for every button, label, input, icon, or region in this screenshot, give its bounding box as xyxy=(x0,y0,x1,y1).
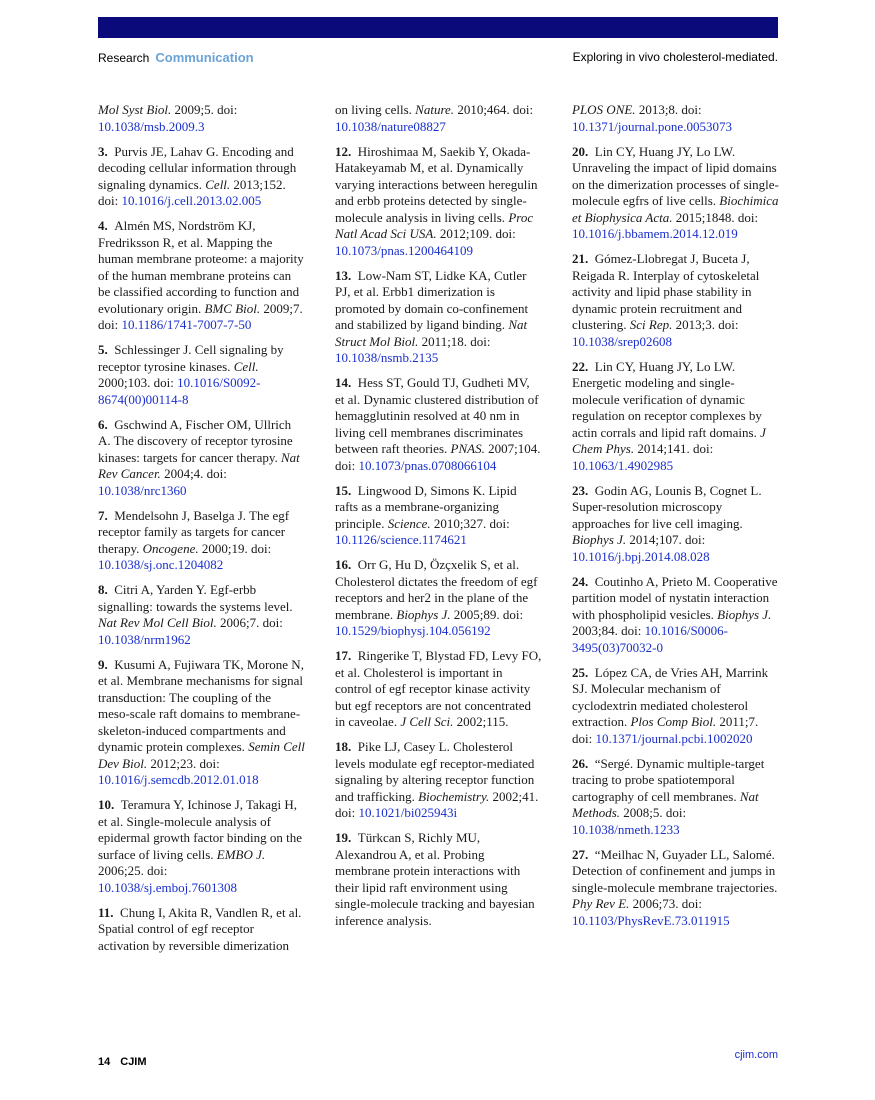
reference-text: Pike LJ, Casey L. Cholesterol levels modulate egf receptor-mediated signaling by altering receptor function and trafficking. xyxy=(335,739,535,804)
reference-publication-info: 2011;7. doi: xyxy=(572,714,759,746)
reference-journal: Semin Cell Dev Biol. xyxy=(98,739,305,771)
reference-entry xyxy=(572,144,779,243)
reference-journal: J Cell Sci. xyxy=(400,714,454,729)
reference-entry xyxy=(335,648,542,731)
footer-page-info xyxy=(98,1056,147,1068)
reference-text: Purvis JE, Lahav G. Encoding and decoding cellular information through signaling dynamics. xyxy=(98,143,297,192)
reference-publication-info: 2015;1848. doi: xyxy=(672,209,759,225)
doi-link[interactable]: 10.1371/journal.pcbi.1002020 xyxy=(595,730,753,746)
doi-link[interactable]: 10.1016/S0006-3495(03)70032-0 xyxy=(572,623,729,655)
reference-number: 24. xyxy=(572,573,589,589)
reference-number: 15. xyxy=(335,482,352,498)
reference-entry xyxy=(572,251,779,350)
reference-entry xyxy=(335,557,542,640)
reference-text: Türkcan S, Richly MU, Alexandrou A, et al. Probing membrane protein interactions with their lipid raft environment using single-molecule tracking and bayesian inference analysis. xyxy=(335,830,535,928)
reference-text: Ringerike T, Blystad FD, Levy FO, et al. Cholesterol is important in control of egf receptor kinase activity but egf receptors are not concentrated in caveolae. xyxy=(335,648,542,729)
doi-link[interactable]: 10.1016/j.bpj.2014.08.028 xyxy=(572,548,710,564)
reference-publication-info: 2007;104. doi: xyxy=(335,441,541,473)
doi-link[interactable]: 10.1016/j.semcdb.2012.01.018 xyxy=(98,772,259,787)
reference-entry xyxy=(572,847,779,930)
reference-journal: Cell. xyxy=(233,358,259,374)
reference-entry xyxy=(572,102,779,135)
reference-text: Kusumi A, Fujiwara TK, Morone N, et al. Membrane mechanisms for signal transduction: The coupling of the meso-scale raft domains to membrane-skeleton-induced compartments and dynamic protein complexes. xyxy=(98,656,304,754)
reference-journal: J Chem Phys. xyxy=(572,424,766,456)
reference-journal: Biochemistry. xyxy=(418,788,490,804)
reference-number: 14. xyxy=(335,375,352,390)
reference-entry xyxy=(98,342,305,408)
reference-text: Almén MS, Nordström KJ, Fredriksson R, et al. Mapping the human membrane proteome: a majority of the human membrane proteins can be classified according to function and evolutionary origin. xyxy=(98,218,304,316)
reference-journal: Sci Rep. xyxy=(629,317,673,332)
doi-link[interactable]: 10.1038/sj.onc.1204082 xyxy=(98,557,224,572)
reference-text: Hess ST, Gould TJ, Gudheti MV, et al. Dynamic clustered distribution of hemagglutinin resolved at 40 nm in living cell membranes discriminates between raft theories. xyxy=(335,375,539,456)
reference-text: Schlessinger J. Cell signaling by receptor tyrosine kinases. xyxy=(98,342,284,374)
reference-number: 9. xyxy=(98,656,108,672)
doi-link[interactable]: 10.1016/j.cell.2013.02.005 xyxy=(121,193,262,208)
reference-entry xyxy=(572,665,779,748)
reference-publication-info: 2002;41. doi: xyxy=(335,788,539,820)
reference-number: 17. xyxy=(335,648,352,663)
reference-number: 19. xyxy=(335,830,352,845)
doi-link[interactable]: 10.1016/S0092-8674(00)00114-8 xyxy=(98,375,261,407)
reference-entry xyxy=(335,268,542,367)
reference-number: 18. xyxy=(335,739,352,754)
reference-text: Gschwind A, Fischer OM, Ullrich A. The discovery of receptor tyrosine kinases: targets for cancer therapy. xyxy=(98,416,293,465)
reference-number: 20. xyxy=(572,143,589,159)
reference-text: Orr G, Hu D, Özçxelik S, et al. Cholesterol dictates the freedom of egf receptors and her2 in the plane of the membrane. xyxy=(335,557,538,622)
reference-publication-info: 2000;103. doi: xyxy=(98,375,178,390)
reference-publication-info: 2012;109. doi: xyxy=(436,226,516,241)
reference-journal: Phy Rev E. xyxy=(572,896,630,911)
reference-entry xyxy=(572,756,779,839)
doi-link[interactable]: 10.1038/nsmb.2135 xyxy=(335,350,439,365)
reference-entry xyxy=(98,144,305,210)
reference-publication-info: 2009;5. doi: xyxy=(171,102,238,117)
reference-journal: Science. xyxy=(387,515,431,531)
reference-publication-info: 2005;89. doi: xyxy=(450,606,524,622)
reference-journal: EMBO J. xyxy=(216,846,266,862)
reference-text: Low-Nam ST, Lidke KA, Cutler PJ, et al. Erbb1 dimerization is promoted by domain co-confinement and stabilized by ligand binding. xyxy=(335,267,529,332)
doi-link[interactable]: 10.1038/srep02608 xyxy=(572,333,673,349)
reference-number: 4. xyxy=(98,218,108,233)
reference-journal: PLOS ONE. xyxy=(572,102,636,117)
reference-entry xyxy=(335,102,542,135)
reference-text: “Meilhac N, Guyader LL, Salomé. Detection of confinement and jumps in single-molecule membrane trajectories. xyxy=(572,846,778,895)
reference-publication-info: 2013;3. doi: xyxy=(672,317,739,332)
running-title: Exploring in vivo cholesterol-mediated. xyxy=(572,50,778,64)
reference-entry xyxy=(98,508,305,574)
reference-number: 25. xyxy=(572,664,589,680)
reference-journal: Biophys J. xyxy=(396,606,451,622)
doi-link[interactable]: 10.1529/biophysj.104.056192 xyxy=(335,623,491,638)
reference-number: 22. xyxy=(572,358,589,374)
reference-entry xyxy=(98,905,305,955)
reference-number: 12. xyxy=(335,143,352,159)
reference-entry xyxy=(335,830,542,929)
reference-journal: Cell. xyxy=(205,176,231,192)
reference-publication-info: 2010;464. doi: xyxy=(454,102,534,117)
reference-publication-info: 2014;107. doi: xyxy=(626,532,706,547)
reference-text: Lingwood D, Simons K. Lipid rafts as a membrane-organizing principle. xyxy=(335,482,517,531)
reference-entry xyxy=(335,483,542,549)
reference-journal: Nat Rev Mol Cell Biol. xyxy=(98,615,217,630)
doi-link[interactable]: 10.1038/nrc1360 xyxy=(98,482,187,498)
reference-text: Hiroshimaa M, Saekib Y, Okada-Hatakeyamab M, et al. Dynamically varying interactions between heregulin and erbb proteins detected by single-molecule analysis in living cells. xyxy=(335,143,538,225)
reference-journal: Nat Methods. xyxy=(572,788,759,820)
reference-journal: Oncogene. xyxy=(142,540,199,556)
page-number: 14 xyxy=(98,1056,111,1068)
reference-publication-info: 2002;115. xyxy=(453,714,509,729)
reference-journal: Proc Natl Acad Sci USA. xyxy=(335,209,534,241)
reference-publication-info: 2012;23. doi: xyxy=(147,755,220,771)
journal-abbrev: CJIM xyxy=(120,1056,147,1068)
reference-number: 11. xyxy=(98,904,114,920)
doi-link[interactable]: 10.1038/nmeth.1233 xyxy=(572,821,680,837)
journal-website-link[interactable]: cjim.com xyxy=(734,1049,778,1061)
reference-publication-info: 2000;19. doi: xyxy=(198,540,272,556)
reference-entry xyxy=(335,375,542,474)
reference-journal: Nat Rev Cancer. xyxy=(98,449,300,481)
reference-text: Mendelsohn J, Baselga J. The egf receptor family as targets for cancer therapy. xyxy=(98,507,290,556)
reference-journal: Nature. xyxy=(415,102,455,117)
doi-link[interactable]: 10.1126/science.1174621 xyxy=(335,532,467,547)
reference-column-3 xyxy=(572,102,779,938)
reference-entry xyxy=(572,359,779,475)
reference-publication-info: 2006;25. doi: xyxy=(98,863,168,878)
section-label xyxy=(98,50,254,65)
reference-publication-info: 2004;4. doi: xyxy=(160,466,227,481)
reference-number: 3. xyxy=(98,143,108,159)
reference-text: Gómez-Llobregat J, Buceta J, Reigada R. Interplay of cytoskeletal activity and lipid phase stability in dynamic protein recruitment and clustering. xyxy=(572,251,760,332)
reference-text: Lin CY, Huang JY, Lo LW. Unraveling the impact of lipid domains on the dimerization processes of single-molecule egfrs of live cells. xyxy=(572,143,779,208)
reference-text: Coutinho A, Prieto M. Cooperative partition model of nystatin interaction with phospholipid vesicles. xyxy=(572,573,778,622)
reference-text: “Sergé. Dynamic multiple-target tracing to probe spatiotemporal cartography of cell membranes. xyxy=(572,755,765,804)
reference-entry xyxy=(335,739,542,822)
doi-link[interactable]: 10.1038/msb.2009.3 xyxy=(98,118,205,134)
doi-link[interactable]: 10.1038/sj.emboj.7601308 xyxy=(98,879,238,895)
doi-link[interactable]: 10.1073/pnas.0708066104 xyxy=(358,457,497,473)
reference-journal: Biochimica et Biophysica Acta. xyxy=(572,193,779,225)
reference-number: 23. xyxy=(572,482,589,498)
reference-number: 5. xyxy=(98,342,108,357)
reference-number: 6. xyxy=(98,416,108,432)
reference-text: on living cells. xyxy=(335,102,416,117)
reference-entry xyxy=(98,582,305,648)
section-primary: Research xyxy=(98,51,150,65)
reference-text: Lin CY, Huang JY, Lo LW. Energetic modeling and single-molecule verification of dynamic regulation on receptor complexes by actin corrals and lipid raft domains. xyxy=(572,358,762,440)
reference-text: Chung I, Akita R, Vandlen R, et al. Spatial control of egf receptor activation by reversible dimerization xyxy=(98,904,302,953)
doi-link[interactable]: 10.1371/journal.pone.0053073 xyxy=(572,118,732,134)
reference-journal: Nat Struct Mol Biol. xyxy=(335,317,528,349)
reference-entry xyxy=(98,657,305,789)
reference-journal: Biophys J. xyxy=(717,606,772,622)
section-secondary: Communication xyxy=(155,50,254,65)
reference-journal: Plos Comp Biol. xyxy=(630,714,717,729)
reference-text: López CA, de Vries AH, Marrink SJ. Molecular mechanism of cyclodextrin mediated cholesterol extraction. xyxy=(572,664,769,729)
reference-journal: Mol Syst Biol. xyxy=(98,102,172,117)
reference-journal: Biophys J. xyxy=(572,532,627,547)
reference-journal: BMC Biol. xyxy=(204,300,261,316)
reference-entry xyxy=(98,417,305,500)
reference-text: Teramura Y, Ichinose J, Takagi H, et al. Single-molecule analysis of epidermal growth factor binding on the surface of living cells. xyxy=(98,797,302,862)
header-color-bar xyxy=(98,17,778,38)
reference-text: Godin AG, Lounis B, Cognet L. Super-resolution microscopy approaches for live cell imaging. xyxy=(572,482,762,531)
reference-number: 21. xyxy=(572,251,589,266)
reference-number: 13. xyxy=(335,267,352,283)
reference-publication-info: 2003;84. doi: xyxy=(572,623,645,638)
reference-column-1 xyxy=(98,102,305,963)
doi-link[interactable]: 10.1038/nrm1962 xyxy=(98,631,191,647)
reference-entry xyxy=(572,483,779,566)
reference-entry xyxy=(572,574,779,657)
reference-publication-info: 2011;18. doi: xyxy=(418,333,491,349)
reference-number: 7. xyxy=(98,507,108,523)
reference-number: 10. xyxy=(98,797,115,812)
reference-publication-info: 2008;5. doi: xyxy=(620,805,687,820)
reference-publication-info: 2013;152. doi: xyxy=(98,176,286,208)
reference-number: 26. xyxy=(572,755,589,771)
doi-link[interactable]: 10.1038/nature08827 xyxy=(335,118,446,134)
reference-column-2 xyxy=(335,102,542,938)
reference-number: 27. xyxy=(572,846,589,862)
reference-entry xyxy=(98,797,305,896)
doi-link[interactable]: 10.1103/PhysRevE.73.011915 xyxy=(572,912,730,928)
reference-number: 8. xyxy=(98,582,108,597)
doi-link[interactable]: 10.1186/1741-7007-7-50 xyxy=(121,317,252,332)
reference-publication-info: 2009;7. doi: xyxy=(98,300,303,332)
reference-entry xyxy=(98,102,305,135)
reference-publication-info: 2006;73. doi: xyxy=(629,896,702,911)
doi-link[interactable]: 10.1063/1.4902985 xyxy=(572,457,674,473)
reference-entry xyxy=(98,218,305,334)
reference-journal: PNAS. xyxy=(450,441,485,456)
reference-publication-info: 2010;327. doi: xyxy=(430,515,510,531)
reference-text: Citri A, Yarden Y. Egf-erbb signalling: towards the systems level. xyxy=(98,582,293,614)
reference-publication-info: 2006;7. doi: xyxy=(216,615,283,630)
reference-entry xyxy=(335,144,542,260)
doi-link[interactable]: 10.1016/j.bbamem.2014.12.019 xyxy=(572,226,738,241)
reference-publication-info: 2013;8. doi: xyxy=(635,102,702,117)
doi-link[interactable]: 10.1021/bi025943i xyxy=(358,805,458,820)
doi-link[interactable]: 10.1073/pnas.1200464109 xyxy=(335,242,473,258)
reference-number: 16. xyxy=(335,557,352,572)
reference-publication-info: 2014;141. doi: xyxy=(634,441,714,456)
